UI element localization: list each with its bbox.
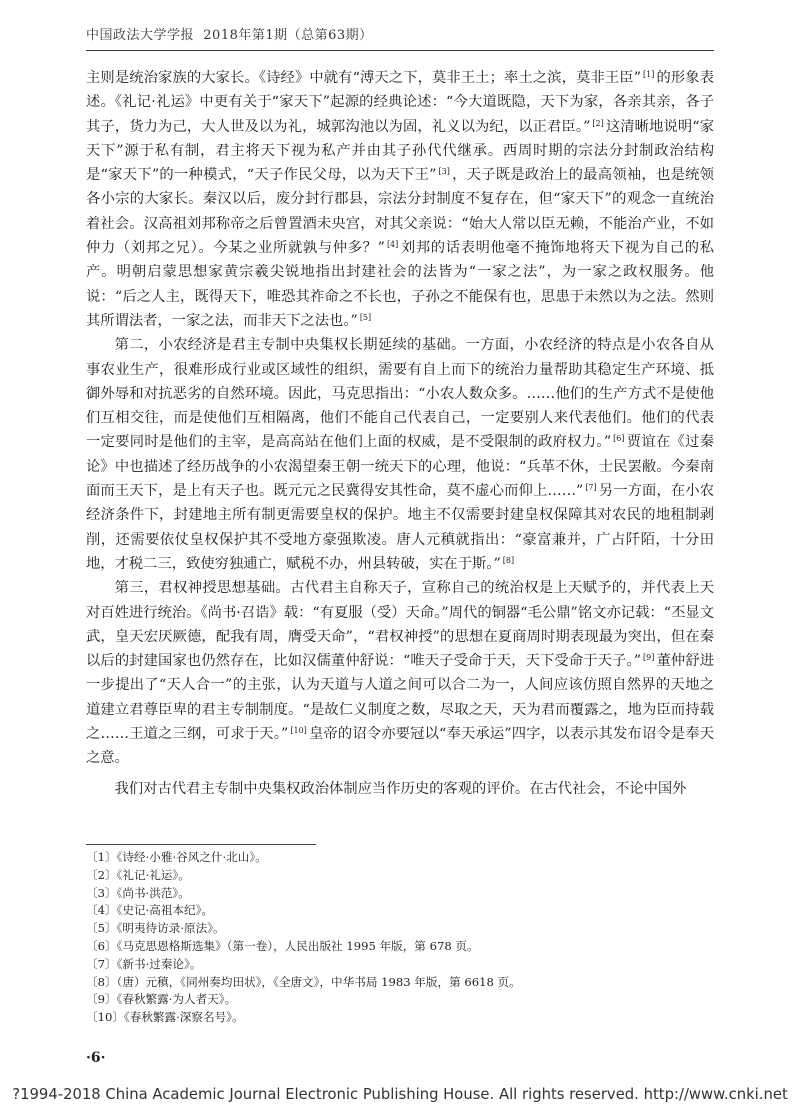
footnote-item: 〔2〕《礼记·礼运》。 [86,867,190,882]
footnote-item: 〔5〕《明夷待访录·原法》。 [86,921,225,936]
text-run: 皇帝的诏令亦要冠以“奉天承运”四字，以表示其发布诏令是奉天之意。 [86,726,714,767]
text-run: 主则是统治家族的大家长。《诗经》中就有“溥天之下，莫非王土；率土之滨，莫非王臣” [86,70,642,86]
article-body [86,66,714,801]
footnote-ref: [2] [592,118,604,128]
issue-info: 2018年第1期（总第63期） [203,28,373,43]
footnote-ref: [1] [643,70,655,79]
text-run: 贾谊在《过秦论》中也描述了经历战争的小农渴望秦王朝一统天下的心理，他说：“兵革不休，士民罢敝。今秦南面而王天下，是上有天子也。既元元之民冀得安其性命，莫不虚心而仰上……” [86,434,714,500]
footnote-item: 〔8〕（唐）元稹，《同州奏均田状》，《全唐文》，中华书局 1983 年版，第 6618 页。 [86,974,521,989]
footnote-ref: [6] [613,434,625,444]
footnote-ref: [7] [585,483,597,493]
footnote-ref: [3] [438,167,450,177]
text-run: 刘邦的话表明他毫不掩饰地将天下视为自己的私产。明朝启蒙思想家黄宗羲尖锐地指出封建社会的法皆为“一家之法”，为一家之政权服务。他说：“后之人主，既得天下，唯恐其祚命之不长也，子孙之不能保有也，思患于未然以为之法。然则其所谓法者，一家之法，而非天下之法也。” [86,240,714,329]
text-run: 董仲舒进一步提出了“天人合一”的主张，认为天道与人道之间可以合二为一，人间应该仿照自然界的天地之道建立君尊臣卑的君主专制制度。“是故仁义制度之数，尽取之天，天为君而覆露之，地为臣而持载之……王道之三纲，可求于天。” [86,653,715,743]
journal-name: 中国政法大学学报 [86,28,195,43]
footnote-ref: [9] [643,653,655,663]
paragraph-3 [86,576,714,770]
text-run: 第三，君权神授思想基础。古代君主自称天子，宣称自己的统治权是上天赋予的，并代表上天对百姓进行统治。《尚书·召诰》载：“有夏服（受）天命。”周代的铜器“毛公鼎”铭文亦记载：“丕显文武，皇天宏厌厥德，配我有周，膺受天命”，“君权神授”的思想在夏商周时期表现最为突出，但在秦以后的封建国家也仍然存在，比如汉儒董仲舒说：“唯天子受命于天，天下受命于天子。” [86,580,714,670]
footnote-item: 〔1〕《诗经·小雅·谷风之什·北山》。 [86,850,267,864]
footnote-ref: [4] [386,240,399,250]
text-run: 这清晰地说明“家天下”源于私有制，君主将天下视为私产并由其子孙代代继承。西周时期的宗法分封制政治结构是“家天下”的一种模式，“天子作民父母，以为天下王” [86,118,714,184]
paragraph-2 [86,333,714,576]
footnote-rule [86,844,316,845]
paragraph-4 [86,777,714,801]
footnote-item: 〔6〕《马克思恩格斯选集》（第一卷），人民出版社 1995 年版，第 678 页。 [86,938,479,953]
footnote-item: 〔7〕《新书·过秦论》。 [86,956,202,971]
footnotes [86,849,714,1027]
text-run: 第二，小农经济是君主专制中央集权长期延续的基础。一方面，小农经济的特点是小农各自从事农业生产，很难形成行业或区域性的组织，需要有自上而下的统治力量帮助其稳定生产环境、抵御外辱和对抗恶劣的自然环境。因此，马克思指出：“小农人数众多。……他们的生产方式不是使他们互相交往，而是使他们互相隔离，他们不能自己代表自己，一定要别人来代表他们。他们的代表一定要同时是他们的主宰，是高高站在他们上面的权威，是不受限制的政府权力。” [86,337,714,451]
text-run: 另一方面，在小农经济条件下，封建地主所有制更需要皇权的保护。地主不仅需要封建皇权保障其对农民的地租制剥削，还需要依仗皇权保护其不受地方豪强欺凌。唐人元稹就指出：“豪富兼并，广占阡陌，十分田地，才税二三，致使穷独逋亡，赋税不办，州县转破，实在于斯。” [86,483,715,572]
header-rule [86,50,714,51]
footnote-ref: [8] [502,555,515,565]
copyright-notice: ?1994-2018 China Academic Journal Electronic Publishing House. All rights reserved. http://www.cnki.net [12,1086,788,1103]
text-run: 的形象表述。《礼记·礼运》中更有关于“家天下”起源的经典论述：“今大道既隐，天下为家，各亲其亲，各子其子，货力为己，大人世及以为礼，城郭沟池以为固，礼义以为纪，以正君臣。” [86,70,715,135]
footnote-ref: [10] [290,726,307,736]
footnote-item: 〔10〕《春秋繁露·深察名号》。 [86,1010,244,1025]
text-run: 我们对古代君主专制中央集权政治体制应当作历史的客观的评价。在古代社会，不论中国外 [114,780,687,797]
footnote-item: 〔9〕《春秋繁露·为人者天》。 [86,992,237,1007]
footnote-item: 〔4〕《史记·高祖本纪》。 [86,903,213,918]
footnote-item: 〔3〕《尚书·洪范》。 [86,885,190,900]
running-header [86,24,714,43]
page-number: ·6· [86,1050,106,1066]
text-run: ，天子既是政治上的最高领袖，也是统领各小宗的大家长。秦汉以后，废分封行郡县，宗法分封制度不复存在，但“家天下”的观念一直统治着社会。汉高祖刘邦称帝之后曾置酒未央宫，对其父亲说：“始大人常以臣无赖，不能治产业，不如仲力（刘邦之兄）。今某之业所就孰与仲多？” [86,167,715,257]
footnote-ref: [5] [359,312,372,322]
paragraph-1 [86,66,714,333]
